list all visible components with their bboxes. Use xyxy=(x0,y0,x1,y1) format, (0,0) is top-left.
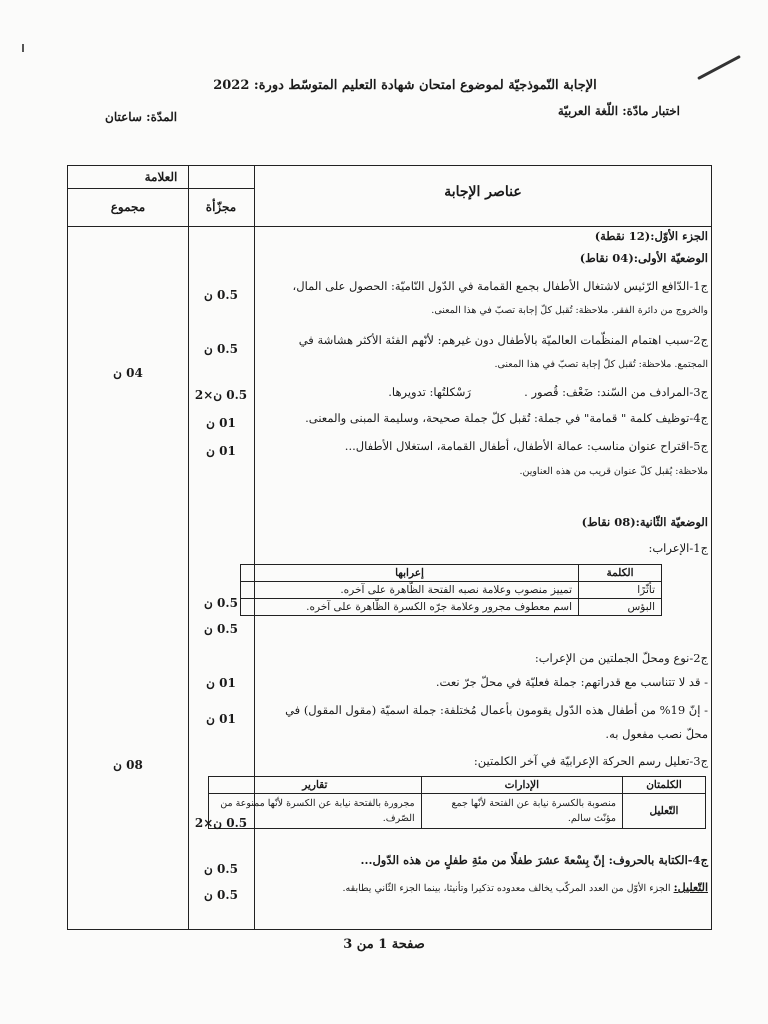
table-cell: البؤس xyxy=(579,599,662,616)
answer-sheet xyxy=(67,165,712,930)
answer-s2-q2-b-cont: محلّ نصب مفعول به. xyxy=(605,727,708,741)
total-situation1: 04 ن xyxy=(113,366,143,380)
answer-s2-q1: ج1-الإعراب: xyxy=(648,541,708,555)
column-divider xyxy=(188,166,189,929)
mark-s2-q3: 0.5 ن×2 xyxy=(194,816,248,830)
duration-label: المدّة: ساعتان xyxy=(105,110,178,124)
answers-header: عناصر الإجابة xyxy=(444,184,522,200)
document-title: الإجابة النّموذجيّة لموضوع امتحان شهادة التعليم المتوسّط دورة: 2022 xyxy=(213,78,597,93)
table-cell: تأثّرًا xyxy=(579,582,662,599)
pen-mark xyxy=(697,55,741,80)
answer-q3: ج3-المرادف من السّند: ضَعْف: قُصور . xyxy=(524,385,708,399)
reason-text: الجزء الأوّل من العدد المركّب يخالف معدوده تذكيرا وتأنيثا، بينما الجزء الثّاني يطابقه. xyxy=(342,883,671,894)
table-cell: منصوبة بالكسرة نيابة عن الفتحة لأنّها جمع مؤنّث سالم. xyxy=(421,794,622,829)
situation2-title: الوضعيّة الثّانية:(08 نقاط) xyxy=(581,515,708,529)
subject-label: اختبار مادّة: اللّغة العربيّة xyxy=(557,104,680,118)
mark-q5: 01 ن xyxy=(206,444,236,458)
answer-q3-b: رَسْكلتُها: تدويرها. xyxy=(388,385,471,399)
mark-s2-q2-a: 01 ن xyxy=(206,676,236,690)
answer-s2-q3: ج3-تعليل رسم الحركة الإعرابيّة في آخر الكلمتين: xyxy=(473,754,708,768)
situation1-title: الوضعيّة الأولى:(04 نقاط) xyxy=(579,251,708,265)
mark-s2-q2-b: 01 ن xyxy=(206,712,236,726)
header-bottom-line xyxy=(68,226,711,227)
answer-q5: ج5-اقتراح عنوان مناسب: عمالة الأطفال، أطفال القمامة، استغلال الأطفال... xyxy=(344,439,708,453)
parsing-table xyxy=(240,564,662,616)
table-cell: مجرورة بالفتحة نيابة عن الكسرة لأنّها ممنوعة من الصّرف. xyxy=(209,794,422,829)
table-header: إعرابها xyxy=(241,565,579,582)
mark-s2-q4-a: 0.5 ن xyxy=(204,862,238,876)
answer-s2-q4: ج4-الكتابة بالحروف: إنّ بِسْعةَ عشرَ طفلًا من مئةِ طفلٍ من هذه الدّول... xyxy=(360,853,708,867)
corner-mark xyxy=(22,44,24,52)
table-header-row xyxy=(209,777,706,794)
table-header-row xyxy=(241,565,662,582)
answer-q2: ج2-سبب اهتمام المنظّمات العالميّة بالأطفال دون غيرهم: لأنّهم الفئة الأكثر هشاشة في xyxy=(298,333,708,347)
mark-q2: 0.5 ن xyxy=(204,342,238,356)
answer-q4: ج4-توظيف كلمة " قمامة" في جملة: تُقبل كلّ جملة صحيحة، وسليمة المبنى والمعنى. xyxy=(305,411,708,425)
answer-q1-cont: والخروج من دائرة الفقر. ملاحظة: تُقبل كلّ إجابة تصبّ في هذا المعنى. xyxy=(431,305,708,316)
reason-label: التّعليل: xyxy=(673,881,708,894)
answer-q1: ج1-الدّافع الرّئيس لاشتغال الأطفال بجمع القمامة في الدّول النّاميّة: الحصول على المال، xyxy=(292,279,708,293)
header-divider xyxy=(68,188,254,189)
total-header: مجموع xyxy=(110,200,146,214)
table-row xyxy=(209,794,706,829)
page-number: صفحة 1 من 3 xyxy=(343,937,425,952)
answer-s2-q2-a: - قد لا تتناسب مع قدراتهم: جملة فعليّة في محلّ جرّ نعت. xyxy=(435,675,708,689)
answer-s2-q4-reason-line xyxy=(258,880,708,896)
table-header: الكلمتان xyxy=(623,777,706,794)
partial-header: مجزّأة xyxy=(205,200,237,214)
answer-q5-note: ملاحظة: يُقبل كلّ عنوان قريب من هذه العناوين. xyxy=(519,466,708,477)
mark-q4: 01 ن xyxy=(206,416,236,430)
table-cell: اسم معطوف مجرور وعلامة جرّه الكسرة الظّاهرة على آخره. xyxy=(241,599,579,616)
mark-s2-q1-a: 0.5 ن xyxy=(204,596,238,610)
mark-s2-q1-b: 0.5 ن xyxy=(204,622,238,636)
table-header: الإدارات xyxy=(421,777,622,794)
table-header: الكلمة xyxy=(579,565,662,582)
answer-s2-q2: ج2-نوع ومحلّ الجملتين من الإعراب: xyxy=(534,651,708,665)
table-cell: تمييز منصوب وعلامة نصبه الفتحة الظّاهرة على آخره. xyxy=(241,582,579,599)
table-cell: التّعليل xyxy=(623,794,706,829)
mark-q1: 0.5 ن xyxy=(204,288,238,302)
part1-title: الجزء الأوّل:(12 نقطة) xyxy=(594,229,708,243)
mark-q3: 0.5 ن×2 xyxy=(194,388,248,402)
reason-table xyxy=(208,776,706,829)
answer-q2-cont: المجتمع. ملاحظة: تُقبل كلّ إجابة تصبّ في هذا المعنى. xyxy=(494,359,708,370)
table-row xyxy=(241,599,662,616)
total-situation2: 08 ن xyxy=(113,758,143,772)
mark-s2-q4-b: 0.5 ن xyxy=(204,888,238,902)
mark-header: العلامة xyxy=(144,170,178,184)
answer-s2-q2-b: - إنّ 19% من أطفال هذه الدّول يقومون بأعمال مُختلفة: جملة اسميّة (مقول المقول) في xyxy=(285,703,708,717)
table-header: تقارير xyxy=(209,777,422,794)
table-row xyxy=(241,582,662,599)
